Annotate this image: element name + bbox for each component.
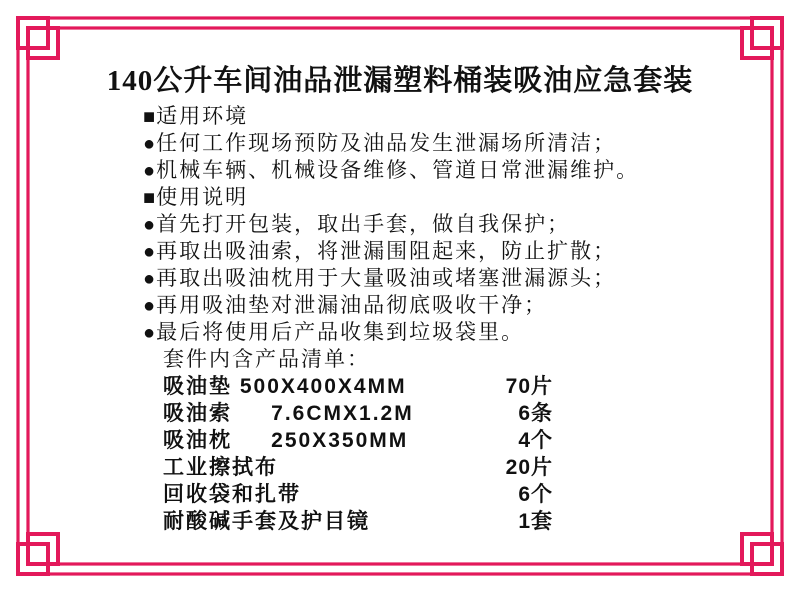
- section-header-line: [143, 184, 703, 211]
- product-qty: 6个: [518, 483, 553, 506]
- bullet-line: [143, 130, 703, 157]
- bullet-text: 再用吸油垫对泄漏油品彻底吸收干净；: [156, 293, 548, 317]
- section-header-label: 适用环境: [156, 104, 249, 128]
- product-item: 耐酸碱手套及护目镜: [163, 510, 370, 533]
- corner-knot-icon: [28, 28, 58, 58]
- product-qty: 6条: [518, 402, 553, 425]
- square-bullet-icon: ■: [143, 187, 156, 209]
- bullet-line: [143, 157, 703, 184]
- circle-bullet-icon: ●: [143, 214, 156, 236]
- product-item: 回收袋和扎带: [163, 483, 301, 506]
- circle-bullet-icon: ●: [143, 322, 156, 344]
- circle-bullet-icon: ●: [143, 160, 156, 182]
- product-row: [163, 427, 553, 454]
- corner-knot-icon: [752, 544, 782, 574]
- bullet-text: 最后将使用后产品收集到垃圾袋里。: [156, 320, 525, 344]
- product-list-heading: 套件内含产品清单：: [163, 347, 370, 371]
- bullet-line: [143, 238, 703, 265]
- product-qty: 70片: [505, 375, 553, 398]
- bullet-text: 再取出吸油枕用于大量吸油或堵塞泄漏源头；: [156, 266, 617, 290]
- bullet-line: [143, 319, 703, 346]
- product-qty: 20片: [505, 456, 553, 479]
- corner-knot-icon: [742, 28, 772, 58]
- product-qty: 4个: [518, 429, 553, 452]
- section-header-label: 使用说明: [156, 185, 249, 209]
- bullet-line: [143, 211, 703, 238]
- circle-bullet-icon: ●: [143, 241, 156, 263]
- corner-knot-icon: [18, 18, 48, 48]
- corner-knot-icon: [752, 18, 782, 48]
- product-row: [163, 508, 553, 535]
- bullet-text: 再取出吸油索，将泄漏围阻起来，防止扩散；: [156, 239, 617, 263]
- product-row: [163, 454, 553, 481]
- product-item: 吸油索 7.6CMX1.2M: [163, 402, 414, 425]
- bullet-text: 机械车辆、机械设备维修、管道日常泄漏维护。: [156, 158, 640, 182]
- corner-knot-icon: [28, 534, 58, 564]
- corner-knot-icon: [742, 534, 772, 564]
- product-item: 吸油垫 500X400X4MM: [163, 375, 407, 398]
- product-item: 吸油枕 250X350MM: [163, 429, 409, 452]
- corner-knot-icon: [18, 544, 48, 574]
- bullet-line: [143, 292, 703, 319]
- circle-bullet-icon: ●: [143, 295, 156, 317]
- bullet-text: 任何工作现场预防及油品发生泄漏场所清洁；: [156, 131, 617, 155]
- bullet-line: [143, 265, 703, 292]
- bullet-text: 首先打开包装，取出手套，做自我保护；: [156, 212, 571, 236]
- circle-bullet-icon: ●: [143, 133, 156, 155]
- product-row: [163, 400, 553, 427]
- product-row: [163, 373, 553, 400]
- product-row: [163, 481, 553, 508]
- section-header-line: [143, 103, 703, 130]
- product-item: 工业擦拭布: [163, 456, 278, 479]
- page-title: 140公升车间油品泄漏塑料桶装吸油应急套装: [106, 65, 694, 97]
- description-text: [143, 103, 703, 535]
- circle-bullet-icon: ●: [143, 268, 156, 290]
- product-qty: 1套: [518, 510, 553, 533]
- square-bullet-icon: ■: [143, 106, 156, 128]
